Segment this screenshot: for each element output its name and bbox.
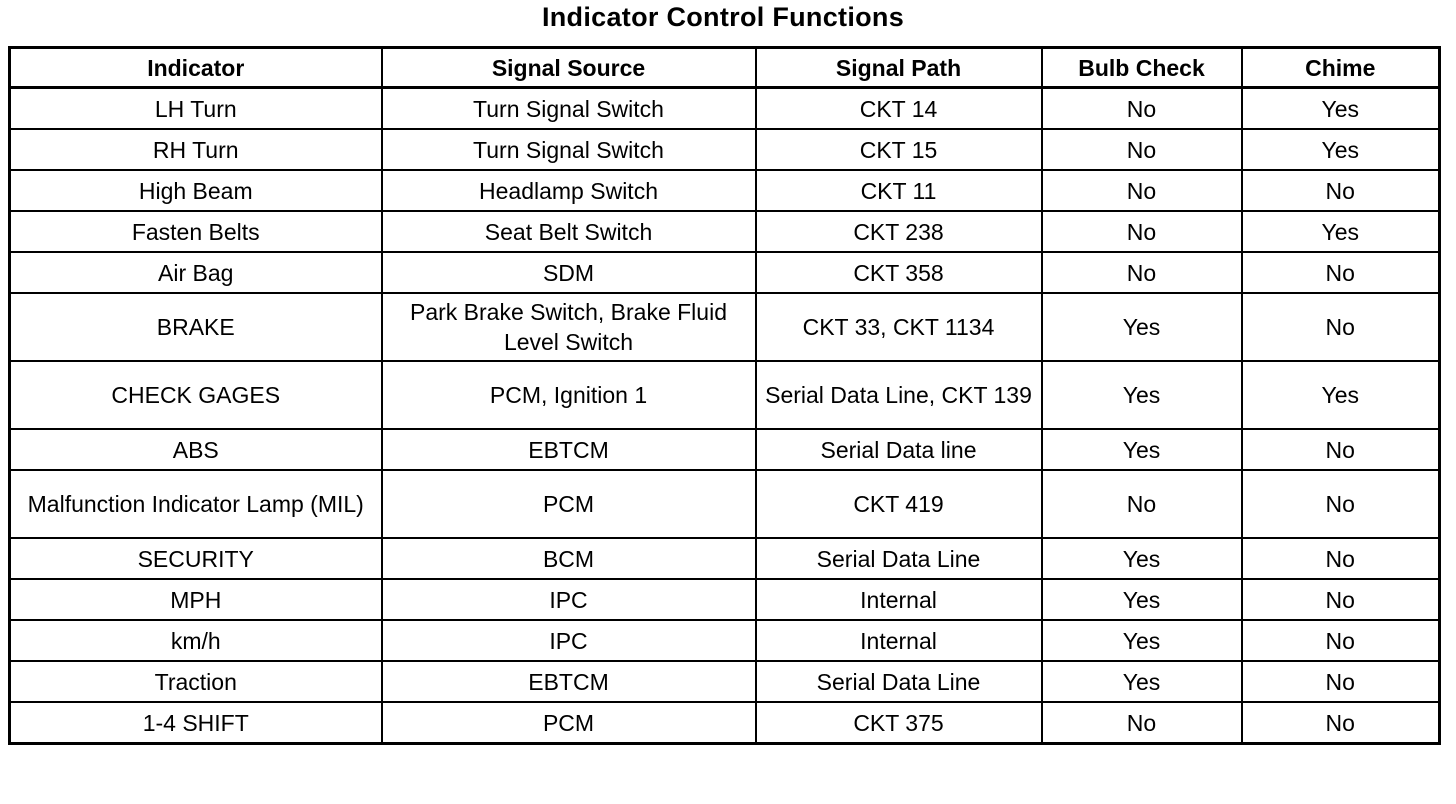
header-bulb-check: Bulb Check <box>1042 48 1242 88</box>
header-indicator: Indicator <box>10 48 382 88</box>
cell-signal-source: SDM <box>382 252 756 293</box>
cell-signal-source: PCM <box>382 470 756 538</box>
cell-bulb-check: Yes <box>1042 361 1242 429</box>
cell-indicator: BRAKE <box>10 293 382 361</box>
cell-indicator: Traction <box>10 661 382 702</box>
cell-indicator: RH Turn <box>10 129 382 170</box>
cell-chime: No <box>1242 620 1440 661</box>
cell-signal-path: CKT 15 <box>756 129 1042 170</box>
cell-signal-path: Serial Data Line <box>756 661 1042 702</box>
cell-signal-source: IPC <box>382 620 756 661</box>
cell-chime: Yes <box>1242 211 1440 252</box>
cell-signal-path: Internal <box>756 579 1042 620</box>
cell-signal-path: CKT 375 <box>756 702 1042 744</box>
cell-signal-path: CKT 33, CKT 1134 <box>756 293 1042 361</box>
cell-signal-path: Serial Data Line, CKT 139 <box>756 361 1042 429</box>
table-row <box>10 170 1440 211</box>
cell-chime: No <box>1242 538 1440 579</box>
cell-chime: Yes <box>1242 129 1440 170</box>
table-row <box>10 361 1440 429</box>
cell-signal-source: Turn Signal Switch <box>382 129 756 170</box>
cell-chime: No <box>1242 702 1440 744</box>
cell-chime: No <box>1242 170 1440 211</box>
cell-chime: No <box>1242 661 1440 702</box>
cell-signal-path: Serial Data Line <box>756 538 1042 579</box>
cell-signal-path: CKT 419 <box>756 470 1042 538</box>
table-row <box>10 661 1440 702</box>
header-row <box>10 48 1440 88</box>
cell-indicator: km/h <box>10 620 382 661</box>
table-row <box>10 252 1440 293</box>
table-row <box>10 702 1440 744</box>
cell-bulb-check: No <box>1042 470 1242 538</box>
cell-indicator: ABS <box>10 429 382 470</box>
cell-bulb-check: Yes <box>1042 293 1242 361</box>
table-row <box>10 470 1440 538</box>
cell-chime: No <box>1242 470 1440 538</box>
table-row <box>10 429 1440 470</box>
cell-signal-source: IPC <box>382 579 756 620</box>
header-signal-path: Signal Path <box>756 48 1042 88</box>
cell-bulb-check: No <box>1042 88 1242 130</box>
cell-indicator: CHECK GAGES <box>10 361 382 429</box>
cell-signal-path: CKT 358 <box>756 252 1042 293</box>
cell-signal-source: PCM, Ignition 1 <box>382 361 756 429</box>
cell-indicator: MPH <box>10 579 382 620</box>
cell-chime: No <box>1242 429 1440 470</box>
cell-signal-source: Seat Belt Switch <box>382 211 756 252</box>
cell-bulb-check: No <box>1042 211 1242 252</box>
cell-indicator: 1-4 SHIFT <box>10 702 382 744</box>
indicator-table <box>8 46 1441 745</box>
table-row <box>10 88 1440 130</box>
table-row <box>10 129 1440 170</box>
cell-indicator: LH Turn <box>10 88 382 130</box>
cell-chime: Yes <box>1242 361 1440 429</box>
cell-bulb-check: No <box>1042 702 1242 744</box>
cell-bulb-check: Yes <box>1042 538 1242 579</box>
cell-signal-path: CKT 11 <box>756 170 1042 211</box>
cell-indicator: Fasten Belts <box>10 211 382 252</box>
table-row <box>10 293 1440 361</box>
cell-signal-source: Park Brake Switch, Brake Fluid Level Switch <box>382 293 756 361</box>
cell-signal-path: Serial Data line <box>756 429 1042 470</box>
cell-chime: Yes <box>1242 88 1440 130</box>
cell-bulb-check: Yes <box>1042 661 1242 702</box>
cell-bulb-check: No <box>1042 170 1242 211</box>
cell-indicator: Malfunction Indicator Lamp (MIL) <box>10 470 382 538</box>
cell-bulb-check: Yes <box>1042 579 1242 620</box>
cell-signal-source: BCM <box>382 538 756 579</box>
table-row <box>10 538 1440 579</box>
cell-signal-path: CKT 238 <box>756 211 1042 252</box>
cell-indicator: Air Bag <box>10 252 382 293</box>
cell-chime: No <box>1242 252 1440 293</box>
cell-signal-source: Headlamp Switch <box>382 170 756 211</box>
cell-indicator: SECURITY <box>10 538 382 579</box>
cell-signal-source: EBTCM <box>382 429 756 470</box>
cell-signal-source: EBTCM <box>382 661 756 702</box>
cell-bulb-check: Yes <box>1042 429 1242 470</box>
cell-signal-source: PCM <box>382 702 756 744</box>
cell-signal-source: Turn Signal Switch <box>382 88 756 130</box>
cell-indicator: High Beam <box>10 170 382 211</box>
cell-chime: No <box>1242 579 1440 620</box>
cell-signal-path: Internal <box>756 620 1042 661</box>
cell-bulb-check: No <box>1042 129 1242 170</box>
cell-chime: No <box>1242 293 1440 361</box>
header-chime: Chime <box>1242 48 1440 88</box>
document-title: Indicator Control Functions <box>541 2 905 32</box>
header-signal-source: Signal Source <box>382 48 756 88</box>
cell-bulb-check: No <box>1042 252 1242 293</box>
table-row <box>10 211 1440 252</box>
table-row <box>10 620 1440 661</box>
table-row <box>10 579 1440 620</box>
cell-signal-path: CKT 14 <box>756 88 1042 130</box>
cell-bulb-check: Yes <box>1042 620 1242 661</box>
